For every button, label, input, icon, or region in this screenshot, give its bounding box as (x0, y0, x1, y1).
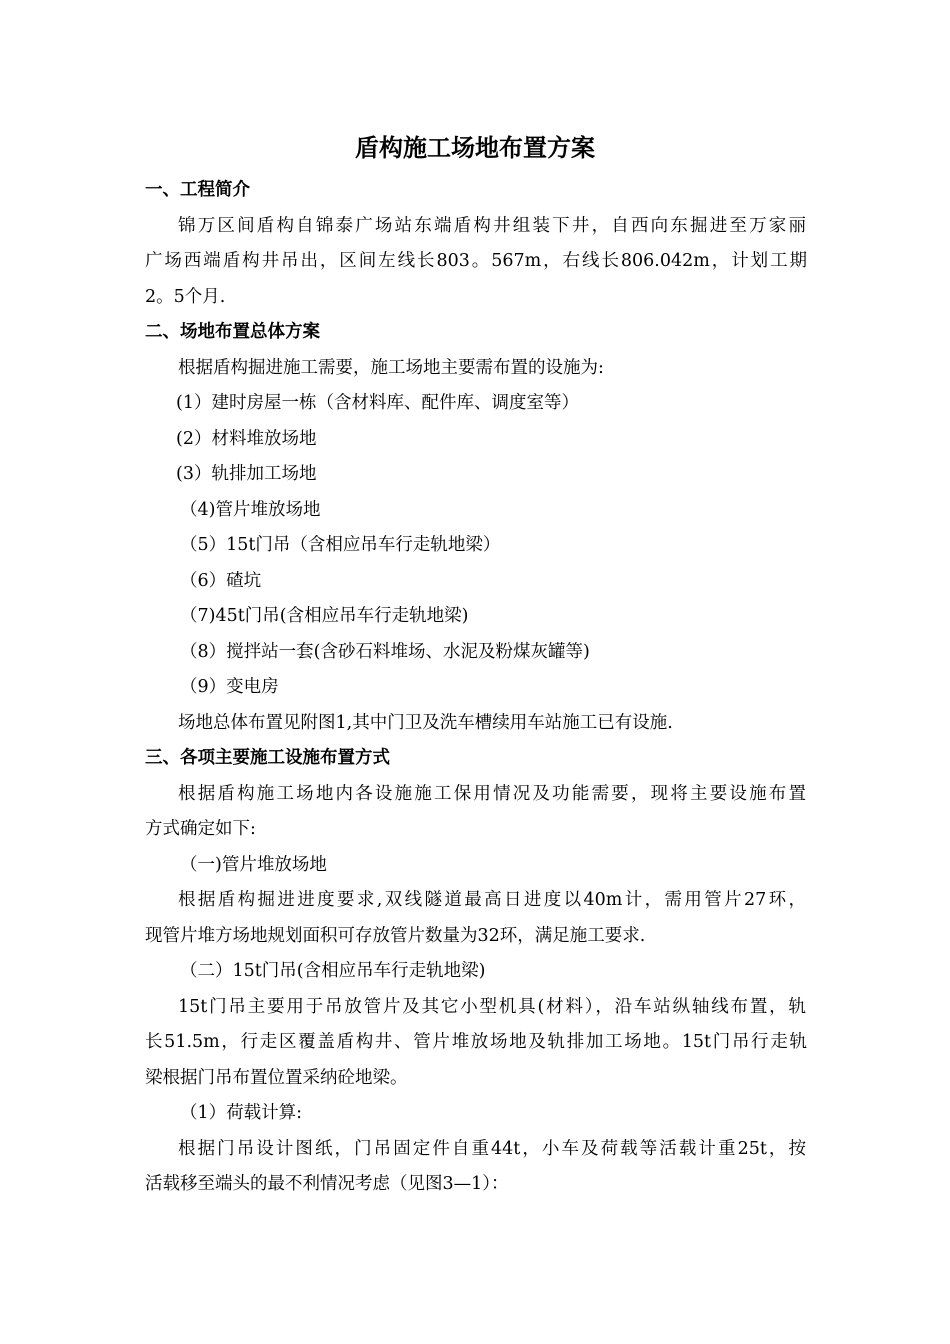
section-heading-3: 三、各项主要施工设施布置方式 (145, 748, 390, 768)
subsection-heading-2: （二）15t门吊(含相应吊车行走轨地梁) (180, 961, 486, 981)
paragraph-line: 场地总体布置见附图1,其中门卫及洗车槽续用车站施工已有设施. (178, 713, 673, 733)
paragraph-line: 长51.5m，行走区覆盖盾构井、管片堆放场地及轨排加工场地。15t门吊行走轨 (145, 1032, 807, 1052)
page-title: 盾构施工场地布置方案 (355, 134, 595, 162)
paragraph-line: 根据盾构掘进进度要求,双线隧道最高日进度以40m计，需用管片27环， (178, 890, 806, 910)
list-item: （5）15t门吊（含相应吊车行走轨地梁） (180, 535, 501, 555)
calc-heading: （1）荷载计算: (180, 1103, 303, 1123)
paragraph-line: 活载移至端头的最不利情况考虑（见图3—1）： (145, 1174, 509, 1194)
paragraph-line: 现管片堆方场地规划面积可存放管片数量为32环，满足施工要求. (145, 926, 646, 946)
list-item: （4)管片堆放场地 (180, 500, 321, 520)
paragraph-line: 根据盾构掘进施工需要，施工场地主要需布置的设施为: (178, 358, 604, 378)
paragraph-line: 方式确定如下: (145, 819, 256, 839)
paragraph-line: 2。5个月. (145, 287, 226, 307)
paragraph-line: 锦万区间盾构自锦泰广场站东端盾构井组装下井，自西向东掘进至万家丽 (178, 216, 806, 236)
paragraph-line: 根据盾构施工场地内各设施施工保用情况及功能需要，现将主要设施布置 (178, 784, 806, 804)
list-item: （6）碴坑 (180, 571, 262, 591)
paragraph-line: 15t门吊主要用于吊放管片及其它小型机具(材料），沿车站纵轴线布置，轨 (178, 997, 806, 1017)
list-item: （9）变电房 (180, 677, 279, 697)
paragraph-line: 根据门吊设计图纸，门吊固定件自重44t，小车及荷载等活载计重25t，按 (178, 1139, 806, 1159)
list-item: (2）材料堆放场地 (176, 429, 317, 449)
list-item: (3）轨排加工场地 (176, 464, 317, 484)
paragraph-line: 梁根据门吊布置位置采纳砼地梁。 (145, 1068, 408, 1088)
section-heading-2: 二、场地布置总体方案 (145, 322, 320, 342)
list-item: （8）搅拌站一套(含砂石料堆场、水泥及粉煤灰罐等) (180, 642, 590, 662)
section-heading-1: 一、工程简介 (145, 180, 250, 200)
subsection-heading-1: （一)管片堆放场地 (180, 855, 327, 875)
paragraph-line: 广场西端盾构井吊出，区间左线长803。567m，右线长806.042m，计划工期 (145, 251, 807, 271)
list-item: （7)45t门吊(含相应吊车行走轨地梁) (180, 606, 469, 626)
list-item: (1）建时房屋一栋（含材料库、配件库、调度室等） (176, 393, 579, 413)
